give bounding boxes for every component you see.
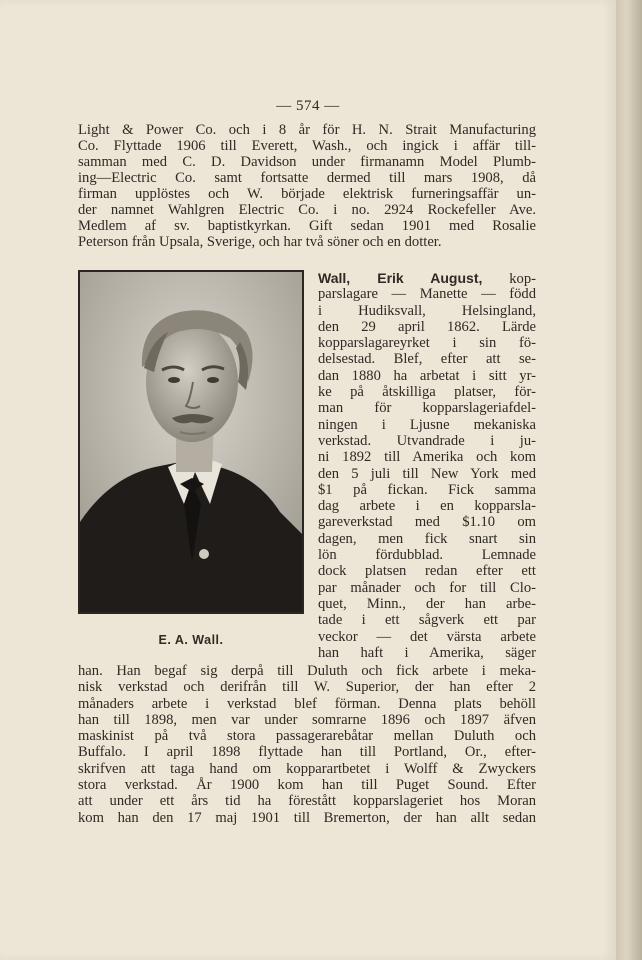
text-line: parslagare — Manette — född — [318, 286, 536, 303]
text-line: dock platsen redan efter ett — [318, 563, 536, 580]
text-line: Light & Power Co. och i 8 år för H. N. Strait Manufacturing — [78, 122, 536, 138]
text-line: kopparslagareyrket i sin fö- — [318, 335, 536, 352]
page-edge — [616, 0, 642, 960]
text-line: nisk verkstad och derifrån till W. Superior, der han efter 2 — [78, 679, 536, 696]
text-line: ningen i Ljusne mekaniska — [318, 416, 536, 433]
biography-name: Wall, Erik August, — [318, 270, 483, 286]
text-line: Buffalo. I april 1898 flyttade han till Portland, Or., efter- — [78, 744, 536, 761]
text-line: ke på åtskilliga platser, för- — [318, 384, 536, 401]
text-line: i Hudiksvall, Helsingland, — [318, 302, 536, 319]
page-number: — 574 — — [276, 98, 340, 114]
text-line: kom han den 17 maj 1901 till Bremerton, der han allt sedan — [78, 809, 536, 826]
text-line: maskinist på två stora passagerarebåtar mellan Duluth och — [78, 728, 536, 745]
text-line: delsestad. Blef, efter att se- — [318, 351, 536, 368]
text-line: $1 på fickan. Fick samma — [318, 481, 536, 498]
text-line: den 29 april 1862. Lärde — [318, 318, 536, 335]
text-line: stora verkstad. År 1900 kom han till Puget Sound. Efter — [78, 777, 536, 794]
biography-continuation — [78, 663, 536, 826]
text-line: dan 1880 ha arbetat i sitt yr- — [318, 367, 536, 384]
portrait-photo — [78, 270, 304, 614]
text-line: att under ett års tid ha förestått kopparslageriet hos Moran — [78, 793, 536, 810]
text-line: veckor — det värsta arbete — [318, 628, 536, 645]
text-line: ing—Electric Co. samt fortsatte dermed till mars 1908, då — [78, 170, 536, 186]
text-line: månaders arbete i verkstad blef förman. Denna plats behöll — [78, 695, 536, 712]
text-line: den 5 juli till New York med — [318, 465, 536, 482]
text-line: der namnet Wahlgren Electric Co. i no. 2924 Rockefeller Ave. — [78, 202, 536, 218]
text-line: han. Han begaf sig derpå till Duluth och fick arbete i meka- — [78, 663, 536, 679]
text-line: gareverkstad med $1.10 om — [318, 514, 536, 531]
text-line: par månader och for till Clo- — [318, 579, 536, 596]
text-line: firman upplöstes och W. började elektrisk furneringsaffär un- — [78, 186, 536, 202]
text-line: han till 1898, men var under somrarne 1896 och 1897 äfven — [78, 711, 536, 728]
text-line: verkstad. Utvandrade i ju- — [318, 432, 536, 449]
text-line: quet, Minn., der han arbe- — [318, 595, 536, 612]
text-line: Medlem af sv. baptistkyrkan. Gift sedan 1901 med Rosalie — [78, 218, 536, 234]
text-line: skrifven att taga hand om kopparartbetet i Wolff & Zwyckers — [78, 760, 536, 777]
text-line: ni 1892 till Amerika och kom — [318, 449, 536, 466]
text-line: han haft i Amerika, säger — [318, 644, 536, 661]
text-line: samman med C. D. Davidson under firmanamn Model Plumb- — [78, 154, 536, 170]
text-line: Co. Flyttade 1906 till Everett, Wash., och ingick i affär till- — [78, 138, 536, 154]
text-line: lön fördubblad. Lemnade — [318, 547, 536, 564]
text-line: man för kopparslageriafdel- — [318, 400, 536, 417]
biography-first-line-rest: kop- — [509, 271, 536, 287]
portrait-caption: E. A. Wall. — [158, 633, 224, 647]
text-line: tade i ett sågverk ett par — [318, 612, 536, 629]
intro-paragraph — [78, 122, 536, 250]
text-line: dag arbete i en kopparsla- — [318, 498, 536, 515]
biography-column — [318, 270, 536, 661]
portrait-illustration — [80, 272, 302, 612]
biography-first-line — [318, 270, 536, 286]
text-line: Peterson från Upsala, Sverige, och har två söner och en dotter. — [78, 234, 442, 250]
text-line: dagen, men fick snart sin — [318, 530, 536, 547]
